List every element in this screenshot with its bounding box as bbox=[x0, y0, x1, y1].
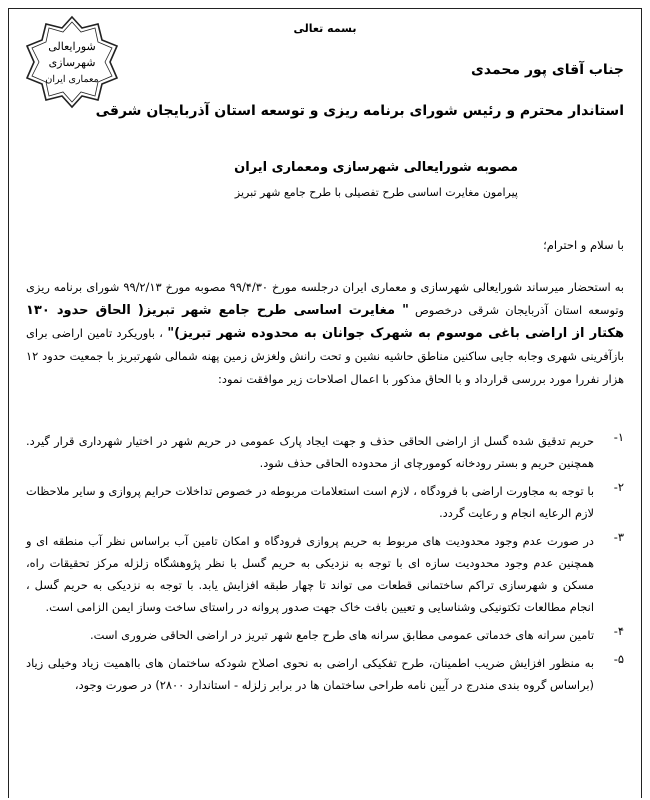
addressee-position: استاندار محترم و رئیس شورای برنامه ریزی و توسعه استان آذربایجان شرقی bbox=[95, 103, 624, 119]
item-text: در صورت عدم وجود محدودیت های مربوط به حریم پروازی فرودگاه و امکان تامین آب براساس نظر آب منطقه ای و همچنین عدم وجود محدودیت سازه ای با توجه به نزدیکی به حریم گسل با نظر پژوهشگاه زلزله مرکز تحقیقات راه، مسکن و شهرسازی تراکم ساختمانی قطعات می تواند تا چهار طبقه افزایش یابد. با توجه به نزدیکی به حریم گسل ، انجام مطالعات تکتونیکی وشناسایی و تعیین بافت خاک جهت صدور پروانه در راستای ساخت وساز ایمن الزامی است. bbox=[26, 534, 594, 614]
body-bold-subject: " مغایرت اساسی طرح جامع شهر تبریز( الحاق حدود ۱۳۰ هکتار از اراضی باغی موسوم به شهرک جوانان به محدوده شهر تبریز)" bbox=[26, 303, 624, 341]
item-number: ۲- bbox=[613, 480, 624, 494]
body-text-part2: ، باوریکرد تامین اراضی برای بازآفرینی شهری وجابه جایی ساکنین مناطق حاشیه نشین و تحت رانش ولغزش زمین پهنه شمالی شهرتبریز با جمعیت حدود ۱۲ هزار نفررا مورد بررسی قرارداد و با الحاق مذکور با اعمال اصلاحات زیر موافقت نمود: bbox=[26, 326, 624, 386]
addressee-line: جناب آقای پور محمدی bbox=[471, 62, 624, 78]
item-text: حریم تدقیق شده گسل از اراضی الحاقی حذف و جهت ایجاد پارک عمومی در حریم شهر در اختیار شهرداری قرار گیرد. همچنین حریم و بستر رودخانه کومورچای از محدوده الحاقی حذف شود. bbox=[26, 434, 594, 470]
list-item bbox=[26, 530, 624, 618]
item-text: به منظور افزایش ضریب اطمینان، طرح تفکیکی اراضی به نحوی اصلاح شودکه ساختمان های بااهمیت زیاد وخیلی زیاد (براساس گروه بندی مندرج در آیین نامه طراحی ساختمان ها در برابر زلزله - استاندارد ۲۸۰۰) در صورت وجود، bbox=[26, 656, 594, 692]
item-text: با توجه به مجاورت اراضی با فرودگاه ، لازم است استعلامات مربوطه در خصوص تداخلات حرایم پروازی و سایر ملاحظات لازم الرعایه انجام و رعایت گردد. bbox=[26, 484, 594, 520]
list-item bbox=[26, 624, 624, 646]
list-item bbox=[26, 430, 624, 474]
subject-title: مصوبه شورایعالی شهرسازی ومعماری ایران bbox=[234, 160, 518, 175]
list-item bbox=[26, 652, 624, 696]
greeting: با سلام و احترام؛ bbox=[543, 238, 624, 252]
item-number: ۴- bbox=[613, 624, 624, 638]
council-logo-emblem bbox=[24, 14, 120, 110]
bismillah-heading: بسمه تعالی bbox=[293, 22, 357, 35]
council-logo bbox=[24, 14, 120, 110]
item-number: ۱- bbox=[613, 430, 624, 444]
item-text: تامین سرانه های خدماتی عمومی مطابق سرانه های طرح جامع شهر تبریز در اراضی الحاقی ضروری است. bbox=[90, 628, 594, 642]
item-number: ۵- bbox=[613, 652, 624, 666]
body-text-part1: به استحضار میرساند شورایعالی شهرسازی و معماری ایران درجلسه مورخ ۹۹/۴/۳۰ مصوبه مورخ ۹۹/۲/۱۳ شورای برنامه ریزی وتوسعه استان آذربایجان شرقی درخصوص bbox=[26, 280, 624, 317]
resolution-items bbox=[26, 430, 624, 702]
body-paragraph bbox=[26, 276, 624, 391]
list-item bbox=[26, 480, 624, 524]
logo-line-2: شهرسازی bbox=[48, 56, 96, 69]
logo-line-1: شورایعالی bbox=[48, 40, 96, 53]
logo-line-3: معماری ایران bbox=[45, 74, 99, 85]
item-number: ۳- bbox=[613, 530, 624, 544]
subject-subtitle: پیرامون مغایرت اساسی طرح تفصیلی با طرح جامع شهر تبریز bbox=[234, 186, 518, 199]
